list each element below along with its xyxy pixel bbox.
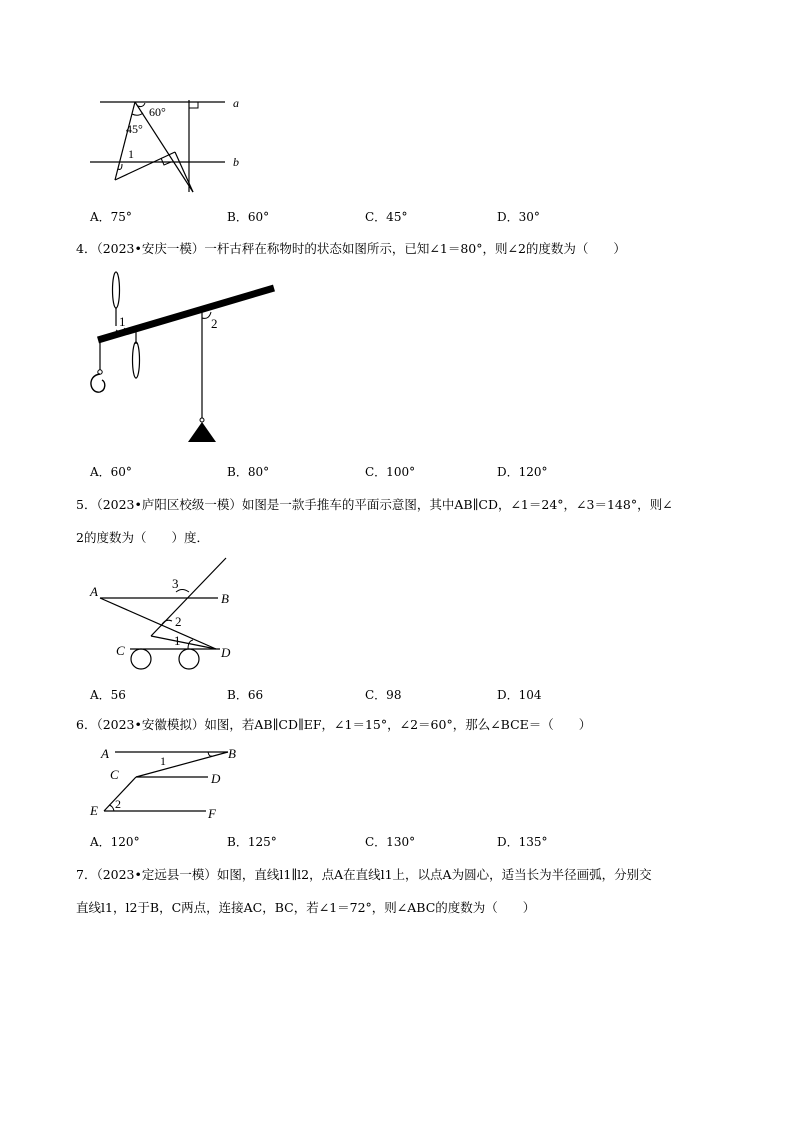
q6-stem: 6．（2023•安徽模拟）如图，若AB∥CD∥EF，∠1＝15°，∠2＝60°，那么∠BCE＝（ ） [76, 717, 592, 732]
vertex-E: E [90, 803, 98, 818]
q5-options [90, 686, 650, 706]
q6-option-d[interactable]: D．135° [497, 835, 548, 849]
vertex-A: A [90, 584, 98, 599]
vertex-F: F [208, 806, 216, 821]
line-a-label: a [233, 96, 239, 110]
q7-stem: 7．（2023•定远县一模）如图，直线l1∥l2，点A在直线l1上，以点A为圆心，适当长为半径画弧，分别交 直线l1，l2于B，C两点，连接AC，BC，若∠1＝72°，则∠ABC的度数为（ ） [76, 867, 652, 915]
angle-1-label: 1 [128, 147, 134, 161]
q5-option-c[interactable]: C．98 [365, 688, 402, 702]
angle-45-label: 45° [126, 122, 143, 136]
q4-stem: 4．（2023•安庆一模）一杆古秤在称物时的状态如图所示，已知∠1＝80°，则∠2的度数为（ ） [76, 241, 626, 256]
q4-option-b[interactable]: B．80° [227, 465, 270, 479]
q6-option-b[interactable]: B．125° [227, 835, 277, 849]
angle-2-label: 2 [115, 797, 121, 811]
angle-1-label: 1 [119, 314, 126, 329]
vertex-B: B [228, 746, 236, 761]
angle-1-label: 1 [174, 633, 181, 648]
q6-option-a[interactable]: A．120° [90, 835, 140, 849]
q4-option-c[interactable]: C．100° [365, 465, 416, 479]
q3-option-d[interactable]: D．30° [497, 210, 540, 224]
q4-option-a[interactable]: A．60° [90, 465, 132, 479]
vertex-A: A [101, 746, 109, 761]
q5-option-d[interactable]: D．104 [497, 688, 542, 702]
q3-option-a[interactable]: A．75° [90, 210, 132, 224]
vertex-C: C [110, 767, 119, 782]
q5-figure [88, 556, 248, 676]
q5-option-b[interactable]: B．66 [227, 688, 264, 702]
q3-options [90, 208, 650, 228]
q3-figure [85, 92, 255, 198]
q4-options [90, 463, 650, 483]
q6-option-c[interactable]: C．130° [365, 835, 416, 849]
angle-2-label: 2 [211, 316, 218, 331]
q3-option-c[interactable]: C．45° [365, 210, 408, 224]
q6-figure [88, 742, 248, 824]
q4-option-d[interactable]: D．120° [497, 465, 548, 479]
angle-2-label: 2 [175, 614, 182, 629]
angle-1-label: 1 [160, 754, 166, 768]
q5-stem: 5．（2023•庐阳区校级一模）如图是一款手推车的平面示意图，其中AB∥CD，∠1＝24°，∠3＝148°，则∠ 2的度数为（ ）度． [76, 497, 673, 545]
q5-option-a[interactable]: A．56 [90, 688, 126, 702]
q3-option-b[interactable]: B．60° [227, 210, 270, 224]
q6-options [90, 833, 650, 853]
angle-60-label: 60° [149, 105, 166, 119]
vertex-C: C [116, 643, 125, 658]
angle-3-label: 3 [172, 576, 179, 591]
vertex-D: D [221, 645, 231, 660]
q4-figure [88, 268, 288, 448]
vertex-D: D [211, 771, 221, 786]
vertex-B: B [221, 591, 229, 606]
line-b-label: b [233, 155, 239, 169]
